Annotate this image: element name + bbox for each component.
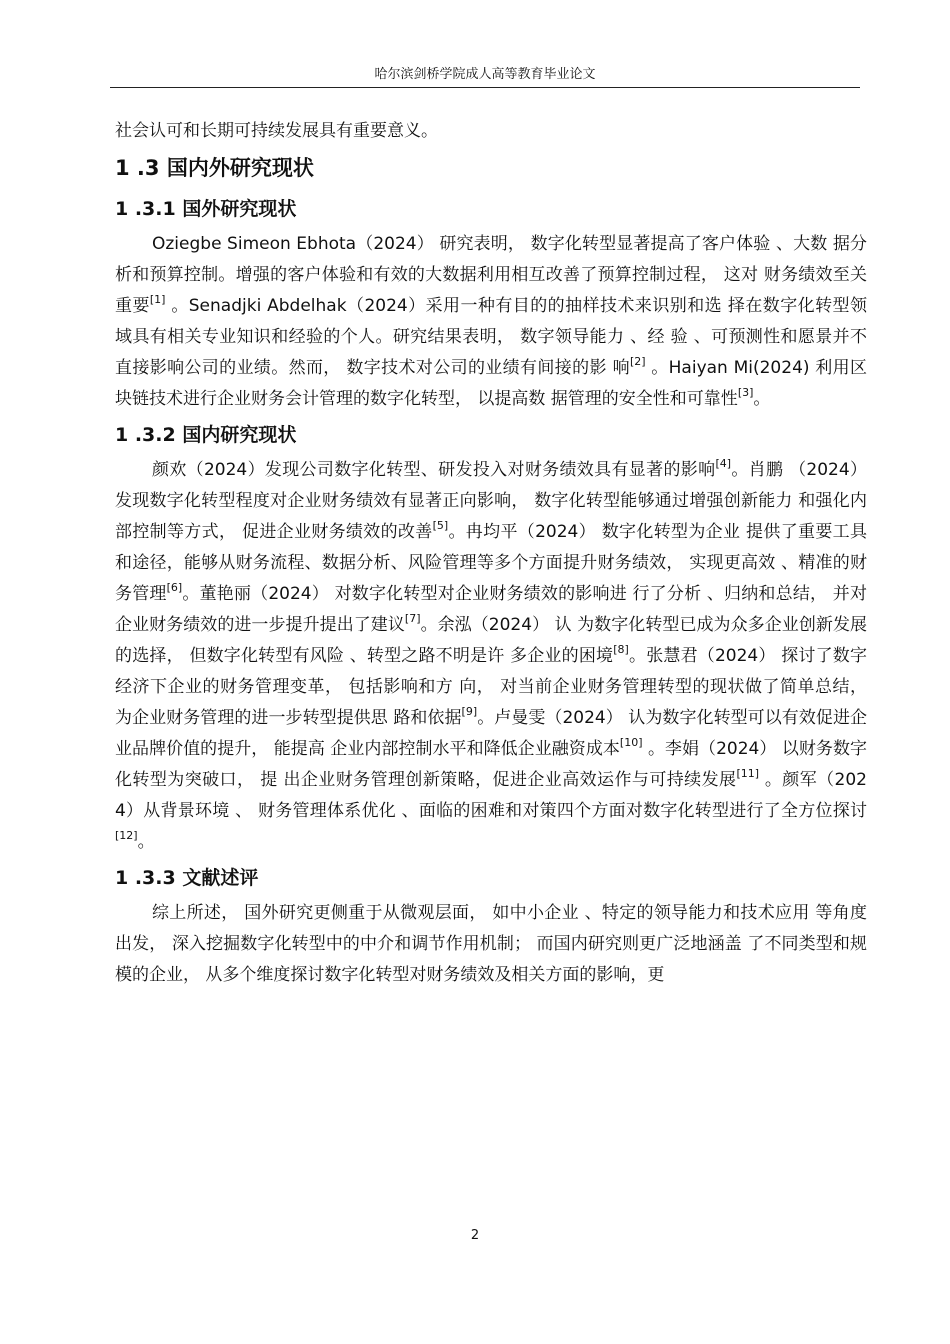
citation: [10] xyxy=(619,736,643,749)
citation: [2] xyxy=(629,355,646,368)
text-run: 。Haiyan Mi(2024) 利用区块链技术进行企业财务会计管理的数字化转型， 以提高数 据管理的安全性和可靠性 xyxy=(115,358,867,409)
citation: [1] xyxy=(149,293,166,306)
text-run: 。卢曼雯（2024） 认为数字化转型可以有效促进企业品牌价值的提升， 能提高 企业内部控制水平和降低企业融资成本 xyxy=(115,708,867,759)
text-run: 。余泓（2024） 认 为数字化转型已成为众多企业创新发展的选择， 但数字化转型有风险 、转型之路不明是许 多企业的困境 xyxy=(115,615,867,666)
text-run: 。张慧君（2024） 探讨了数字经济下企业的财务管理变革， 包括影响和方 向， 对当前企业财务管理转型的现状做了简单总结， 为企业财务管理的进一步转型提供思 路和依据 xyxy=(115,646,867,728)
text-run: 。李娟（2024） 以财务数字化转型为突破口， 提 出企业财务管理创新策略，促进企业高效运作与可持续发展 xyxy=(115,739,867,790)
citation: [6] xyxy=(166,581,183,594)
page-number: 2 xyxy=(470,1228,480,1243)
foreign-research-paragraph xyxy=(115,229,867,415)
citation: [3] xyxy=(737,386,754,399)
section-1-3-2-title: 1 .3.2 国内研究现状 xyxy=(115,424,297,446)
citation: [4] xyxy=(715,457,732,470)
domestic-research-paragraph xyxy=(115,455,867,858)
text-run: 颜欢（2024）发现公司数字化转型、研发投入对财务绩效具有显著的影响 xyxy=(152,460,716,480)
section-1-3-1-title: 1 .3.1 国外研究现状 xyxy=(115,198,297,220)
citation: [9] xyxy=(461,705,478,718)
section-1-3-title: 1 .3 国内外研究现状 xyxy=(115,156,314,180)
text-run: 。 xyxy=(753,389,771,409)
text-run: 。颜军（2024）从背景环境 、 财务管理体系优化 、面临的困难和对策四个方面对数字化转型进行了全方位探讨 xyxy=(115,770,867,821)
citation: [12] xyxy=(115,829,138,842)
section-1-3-3-title: 1 .3.3 文献述评 xyxy=(115,867,259,889)
citation: [7] xyxy=(404,612,421,625)
text-run: 。Senadjki Abdelhak（2024）采用一种有目的的抽样技术来识别和选 择在数字化转型领域具有相关专业知识和经验的个人。研究结果表明， 数字领导能力 、经 验 、可预测性和愿景并不直接影响公司的业绩。然而， 数字技术对公司的业绩有间接的影 响 xyxy=(115,296,868,378)
text-run: 。肖鹏 （2024） 发现数字化转型程度对企业财务绩效有显著正向影响， 数字化转型能够通过增强创新能力 和强化内部控制等方式， 促进企业财务绩效的改善 xyxy=(115,460,867,542)
page-header: 哈尔滨剑桥学院成人高等教育毕业论文 xyxy=(374,67,596,82)
text-run: 。冉均平（2024） 数字化转型为企业 提供了重要工具和途径，能够从财务流程、数据分析、风险管理等多个方面提升财务绩效， 实现更高效 、精准的财务管理 xyxy=(115,522,867,604)
header-rule xyxy=(110,87,860,88)
citation: [8] xyxy=(613,643,629,656)
document-body xyxy=(115,116,867,991)
literature-review-paragraph: 综上所述， 国外研究更侧重于从微观层面， 如中小企业 、特定的领导能力和技术应用 等角度出发， 深入挖掘数字化转型中的中介和调节作用机制； 而国内研究则更广泛地涵盖 了不同类型和规模的企业， 从多个维度探讨数字化转型对财务绩效及相关方面的影响，更 xyxy=(115,903,867,985)
text-run: Oziegbe Simeon Ebhota（2024） 研究表明， 数字化转型显著提高了客户体验 、大数 据分析和预算控制。增强的客户体验和有效的大数据利用相互改善了预算控制过程， 这对 财务绩效至关重要 xyxy=(115,234,867,316)
citation: [5] xyxy=(432,519,449,532)
citation: [11] xyxy=(736,767,760,780)
intro-line: 社会认可和长期可持续发展具有重要意义。 xyxy=(115,121,438,141)
text-run: 。董艳丽（2024） 对数字化转型对企业财务绩效的影响进 行了分析 、归纳和总结， 并对企业财务绩效的进一步提升提出了建议 xyxy=(115,584,867,635)
text-run: 。 xyxy=(137,832,155,852)
